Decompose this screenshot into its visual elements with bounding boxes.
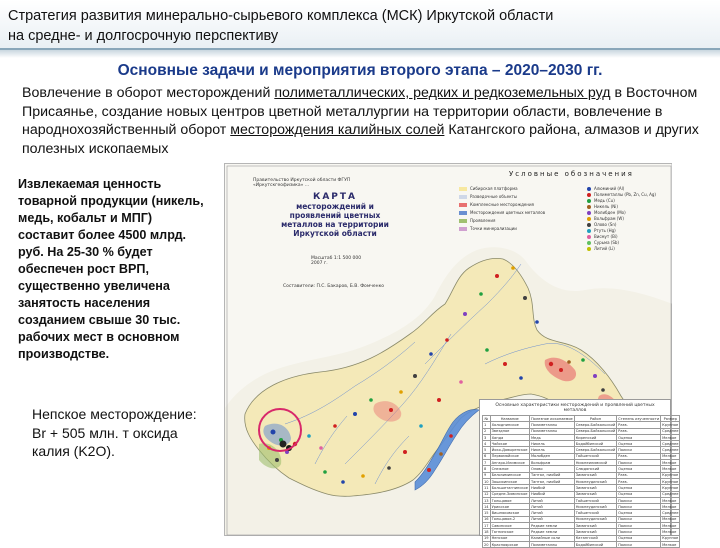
table-cell: 11 bbox=[484, 485, 489, 490]
table-cell: Поиски bbox=[617, 504, 661, 510]
table-cell: Разв. bbox=[617, 422, 661, 428]
table-cell: Бодайбинский bbox=[574, 541, 616, 547]
slide-title-line1: Стратегия развития минерально-сырьевого комплекса (МСК) Иркутской области bbox=[8, 8, 554, 24]
body-paragraph bbox=[22, 84, 712, 158]
table-cell: Крупное bbox=[662, 479, 679, 484]
table-cell: Северо-Байкальский bbox=[575, 429, 616, 434]
value-summary-text: Извлекаемая ценность товарной продукции (никель, медь, кобальт и МПГ) составит более 4500 млрд. руб. На 25-30 % будет обеспечен рост ВРП, существенно увеличена занятость населения созданием свыше 30 тыс. рабочих мест в основном производстве. bbox=[18, 177, 204, 361]
table-cell: Мелкое bbox=[661, 504, 680, 510]
table-cell: Савинское bbox=[490, 523, 529, 529]
map-legend-title: Условные обозначения bbox=[509, 170, 634, 178]
table-cell: Тантал, ниобий bbox=[529, 478, 574, 484]
table-cell: Калийные соли bbox=[529, 535, 574, 541]
table-cell: 20 bbox=[484, 542, 489, 547]
table-cell: Зиминский bbox=[574, 491, 616, 497]
slide-title bbox=[8, 6, 708, 46]
table-cell: Зиминский bbox=[574, 472, 616, 478]
table-cell: 16 bbox=[484, 517, 489, 522]
deposits-map bbox=[224, 163, 679, 547]
legend-item: Проявления bbox=[459, 218, 495, 223]
table-cell: Оценка bbox=[617, 491, 661, 497]
legend-swatch bbox=[459, 211, 467, 215]
table-cell: Катангский bbox=[574, 535, 616, 541]
table-header-cell: Полезное ископаемое bbox=[530, 416, 573, 421]
table-cell: Звездное bbox=[490, 428, 529, 434]
deposits-table-grid bbox=[482, 415, 680, 548]
legend-dot bbox=[587, 205, 591, 209]
table-cell: Литий bbox=[529, 504, 574, 510]
legend-dot bbox=[587, 229, 591, 233]
table-cell: Слюдянский bbox=[574, 466, 616, 472]
table-cell: Литий bbox=[529, 510, 574, 516]
table-cell: Олово bbox=[529, 466, 574, 472]
table-cell: Полиметаллы bbox=[529, 422, 574, 428]
legend-dot bbox=[587, 217, 591, 221]
table-cell: Нижнеудинский bbox=[574, 516, 616, 522]
table-cell: Разв. bbox=[617, 453, 661, 459]
table-cell: Ханда bbox=[490, 434, 529, 440]
legend-dot bbox=[587, 199, 591, 203]
table-cell: Йоко-Довыренское bbox=[491, 448, 528, 453]
table-cell: 18 bbox=[484, 529, 489, 534]
table-cell: 13 bbox=[484, 498, 489, 503]
table-cell: Зиминский bbox=[574, 523, 616, 529]
table-cell: Среднее bbox=[662, 511, 679, 516]
legend-dot bbox=[587, 187, 591, 191]
map-year: 2007 г. bbox=[311, 261, 328, 266]
table-cell: Разв. bbox=[617, 428, 661, 434]
table-cell: Литий bbox=[529, 516, 574, 522]
legend-swatch bbox=[459, 227, 467, 231]
legend-item: Комплексные месторождения bbox=[459, 202, 534, 207]
table-cell: Ниобий bbox=[529, 491, 574, 497]
table-cell: Редкие земли bbox=[529, 529, 574, 535]
legend-dot-item: Алюминий (Al) bbox=[587, 186, 624, 191]
map-title-rest: месторождений и проявлений цветных металлов на территории Иркутской области bbox=[281, 202, 389, 238]
slide-title-line2: на средне- и долгосрочную перспективу bbox=[8, 28, 279, 44]
legend-dot-item: Сурьма (Sb) bbox=[587, 240, 619, 245]
table-cell: 15 bbox=[484, 511, 489, 516]
table-cell: Мелкое bbox=[661, 466, 680, 472]
map-title bbox=[275, 193, 395, 238]
legend-dot bbox=[587, 241, 591, 245]
table-cell: Поиски bbox=[617, 516, 661, 522]
table-cell: Поиски bbox=[617, 497, 661, 503]
legend-dot-item: Вольфрам (W) bbox=[587, 216, 624, 221]
nepsk-deposit-note: Непское месторождение: Br + 505 млн. т оксида калия (K2O). bbox=[32, 406, 197, 459]
table-cell: Непское bbox=[490, 535, 529, 541]
table-cell: Оценка bbox=[617, 535, 661, 541]
deposits-table bbox=[479, 399, 679, 547]
table-cell: 19 bbox=[484, 536, 489, 541]
legend-swatch bbox=[459, 187, 467, 191]
table-cell: Оценка bbox=[617, 485, 661, 491]
table-cell: Никель bbox=[529, 447, 574, 453]
table-cell: Тайшетский bbox=[574, 453, 616, 459]
legend-dot-item: Полиметаллы (Pb, Zn, Cu, Ag) bbox=[587, 192, 656, 197]
table-cell: Мелкое bbox=[661, 516, 680, 522]
table-cell: Среднее bbox=[662, 448, 679, 453]
legend-dot bbox=[587, 193, 591, 197]
table-cell: Медь bbox=[529, 434, 574, 440]
table-cell: Бодайбинский bbox=[574, 441, 616, 447]
map-scale bbox=[311, 256, 361, 266]
legend-item: Сибирская платформа bbox=[459, 186, 518, 191]
table-cell: Урикское bbox=[490, 504, 529, 510]
table-cell: Северо-Байкальский bbox=[575, 422, 616, 427]
table-cell: Крупное bbox=[662, 473, 679, 478]
legend-dot-item: Литий (Li) bbox=[587, 246, 615, 251]
legend-dot-item: Медь (Cu) bbox=[587, 198, 615, 203]
legend-dot-item: Никель (Ni) bbox=[587, 204, 618, 209]
table-cell: Молибден bbox=[529, 453, 574, 459]
table-header-cell: Название bbox=[490, 416, 529, 422]
map-title-big: КАРТА bbox=[312, 192, 358, 202]
table-cell: Средне-Зиминское bbox=[491, 492, 528, 497]
table-cell: Тантал, ниобий bbox=[529, 472, 574, 478]
table-cell: Оценка bbox=[617, 434, 661, 440]
map-scale-value: Масштаб 1:1 500 000 bbox=[311, 256, 362, 261]
table-cell: 2 bbox=[483, 428, 491, 434]
table-cell: 12 bbox=[484, 492, 489, 497]
table-cell: Зиминский bbox=[574, 485, 616, 491]
table-cell: Крупное bbox=[662, 485, 679, 490]
table-cell: Поиски bbox=[617, 447, 661, 453]
body-text-part1: Вовлечение в оборот месторождений bbox=[22, 85, 275, 101]
legend-item: Месторождения цветных металлов bbox=[459, 210, 545, 215]
table-cell: Крупное bbox=[662, 422, 679, 427]
table-cell: Ангаро-Илимское bbox=[490, 460, 529, 466]
table-cell: Оценка bbox=[617, 510, 661, 516]
table-cell: 7 bbox=[483, 460, 491, 466]
table-cell: 6 bbox=[483, 453, 491, 459]
table-cell: Тайшетский bbox=[574, 510, 616, 516]
table-cell: 17 bbox=[484, 523, 489, 528]
table-cell: Разв. bbox=[617, 472, 661, 478]
table-cell: Оценка bbox=[617, 466, 661, 472]
table-cell: Редкие земли bbox=[529, 523, 574, 529]
map-authors: Составители: П.С. Бакаров, Б.В. Фомченко bbox=[283, 284, 385, 289]
deposits-table-caption: Основные характеристики месторождений и проявлений цветных металлов bbox=[495, 403, 655, 413]
table-cell: Никель bbox=[529, 441, 574, 447]
slide-header bbox=[0, 0, 720, 54]
table-cell: Зашихинское bbox=[490, 478, 529, 484]
table-cell: Среднее bbox=[662, 441, 679, 446]
legend-dot bbox=[587, 211, 591, 215]
body-text-part3: Катангского района, алмазов и других полезных ископаемых bbox=[22, 122, 699, 157]
legend-swatch bbox=[459, 219, 467, 223]
table-header-cell: Размер bbox=[661, 416, 680, 422]
table-cell: Поиски bbox=[617, 460, 661, 466]
table-cell: Мелкое bbox=[661, 541, 680, 547]
map-issuer: Правительство Иркутской области ФГУП «Иркутскгеофизика» ... bbox=[253, 178, 351, 188]
table-cell: Тайшетский bbox=[574, 497, 616, 503]
table-cell: Полиметаллы bbox=[529, 541, 574, 547]
legend-item: Точки минерализации bbox=[459, 226, 517, 231]
legend-dot bbox=[587, 223, 591, 227]
table-header-cell: № bbox=[484, 416, 489, 421]
table-cell: Поиски bbox=[617, 523, 661, 529]
table-cell: 9 bbox=[483, 472, 491, 478]
table-cell: Гольцовое bbox=[490, 497, 529, 503]
table-cell: Мелкое bbox=[661, 434, 680, 440]
body-text-part2: в Восточном Присаянье, создание новых центров цветной металлургии на территории области, вовлечение в народнохозяйственный оборот bbox=[22, 85, 698, 138]
table-cell: Среднее bbox=[662, 492, 679, 497]
nepsk-highlight-circle bbox=[258, 408, 302, 452]
table-cell: Полиметаллы bbox=[529, 428, 574, 434]
table-cell: Мелкое bbox=[661, 497, 680, 503]
table-cell: Мелкое bbox=[661, 529, 680, 535]
table-cell: 14 bbox=[484, 504, 489, 509]
table-cell: Белозиминское bbox=[490, 472, 529, 478]
table-cell: Красноярское bbox=[490, 541, 529, 547]
header-shadow bbox=[0, 50, 720, 58]
body-link-potash[interactable]: месторождения калийных солей bbox=[230, 122, 445, 138]
table-cell: 1 bbox=[483, 422, 491, 428]
table-cell: Тагнинское bbox=[490, 529, 529, 535]
table-row bbox=[483, 541, 680, 547]
table-cell: Холоднинское bbox=[490, 422, 529, 428]
table-cell: Мелкое bbox=[661, 523, 680, 529]
legend-dot bbox=[587, 247, 591, 251]
table-cell: Снежное bbox=[490, 466, 529, 472]
legend-swatch bbox=[459, 203, 467, 207]
table-cell: 5 bbox=[483, 447, 491, 453]
legend-dot-item: Висмут (Bi) bbox=[587, 234, 618, 239]
table-cell: Нижнеудинский bbox=[574, 478, 616, 484]
table-cell: 4 bbox=[483, 441, 491, 447]
table-cell: Поиски bbox=[617, 529, 661, 535]
table-header-cell: Степень изученности bbox=[618, 416, 660, 421]
table-cell: Мелкое bbox=[661, 460, 680, 466]
body-link-polymetallic[interactable]: полиметаллических, редких и редкоземельных руд bbox=[274, 85, 611, 101]
table-cell: Большетагнинское bbox=[491, 485, 528, 490]
table-cell: Зиминский bbox=[574, 529, 616, 535]
legend-dot-item: Ртуть (Hg) bbox=[587, 228, 616, 233]
table-cell: Нижнеилимский bbox=[574, 460, 616, 466]
table-header-cell: Район bbox=[574, 416, 616, 422]
table-cell: Чайское bbox=[490, 441, 529, 447]
table-cell: 8 bbox=[483, 466, 491, 472]
legend-swatch bbox=[459, 195, 467, 199]
legend-dot-item: Молибден (Mo) bbox=[587, 210, 626, 215]
table-cell: Разв. bbox=[617, 478, 661, 484]
table-cell: Литий bbox=[529, 497, 574, 503]
table-cell: Вольфрам bbox=[529, 460, 574, 466]
table-cell: Нижнеудинский bbox=[574, 504, 616, 510]
table-cell: Первомайское bbox=[490, 453, 529, 459]
legend-dot-item: Олово (Sn) bbox=[587, 222, 616, 227]
slide-subtitle: Основные задачи и мероприятия второго этапа – 2020–2030 гг. bbox=[117, 62, 603, 79]
table-cell: Вишняковское bbox=[490, 510, 529, 516]
deposits-table-body bbox=[483, 422, 680, 548]
table-cell: Оценка bbox=[617, 441, 661, 447]
legend-item: Разведочные объекты bbox=[459, 194, 517, 199]
table-cell: Среднее bbox=[662, 429, 679, 434]
table-cell: 10 bbox=[484, 479, 489, 484]
table-cell: Поиски bbox=[617, 541, 661, 547]
table-cell: 3 bbox=[483, 434, 491, 440]
table-cell: Гольцовое-2 bbox=[490, 516, 529, 522]
table-cell: Мелкое bbox=[661, 453, 680, 459]
table-cell: Ниобий bbox=[529, 485, 574, 491]
table-cell: Киренский bbox=[574, 434, 616, 440]
table-cell: Северо-Байкальский bbox=[575, 448, 616, 453]
table-cell: Крупное bbox=[662, 536, 679, 541]
legend-dot bbox=[587, 235, 591, 239]
